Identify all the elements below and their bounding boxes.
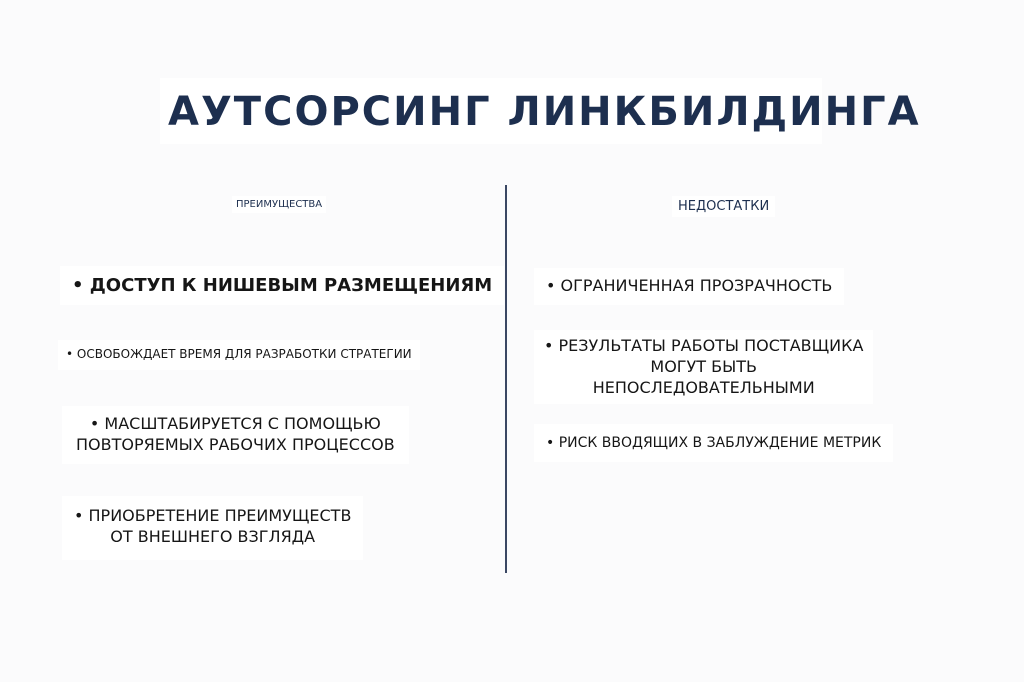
advantage-item xyxy=(62,406,409,464)
item-line: • ДОСТУП К НИШЕВЫМ РАЗМЕЩЕНИЯМ xyxy=(72,275,493,296)
item-line: • МАСШТАБИРУЕТСЯ С ПОМОЩЬЮ xyxy=(89,414,381,433)
item-line: • РИСК ВВОДЯЩИХ В ЗАБЛУЖДЕНИЕ МЕТРИК xyxy=(546,435,882,451)
item-line: • РЕЗУЛЬТАТЫ РАБОТЫ ПОСТАВЩИКА xyxy=(544,336,864,355)
advantages-heading: ПРЕИМУЩЕСТВА xyxy=(232,196,326,213)
item-line: ОТ ВНЕШНЕГО ВЗГЛЯДА xyxy=(110,526,316,546)
advantage-item xyxy=(60,266,504,305)
disadvantage-item xyxy=(534,330,873,404)
page-title: АУТСОРСИНГ ЛИНКБИЛДИНГА xyxy=(168,89,921,135)
disadvantages-heading: НЕДОСТАТКИ xyxy=(672,196,775,217)
column-divider xyxy=(505,185,507,573)
item-line: • ОСВОБОЖДАЕТ ВРЕМЯ ДЛЯ РАЗРАБОТКИ СТРАТЕГИИ xyxy=(66,347,412,361)
item-line: НЕПОСЛЕДОВАТЕЛЬНЫМИ xyxy=(592,377,815,397)
disadvantage-item xyxy=(534,424,893,462)
advantage-item xyxy=(62,496,363,560)
item-line: • ОГРАНИЧЕННАЯ ПРОЗРАЧНОСТЬ xyxy=(546,276,833,295)
disadvantage-item xyxy=(534,268,844,305)
advantage-item xyxy=(58,340,420,370)
item-line: • ПРИОБРЕТЕНИЕ ПРЕИМУЩЕСТВ xyxy=(74,506,352,525)
item-line: МОГУТ БЫТЬ xyxy=(650,356,757,376)
item-line: ПОВТОРЯЕМЫХ РАБОЧИХ ПРОЦЕССОВ xyxy=(76,434,395,454)
